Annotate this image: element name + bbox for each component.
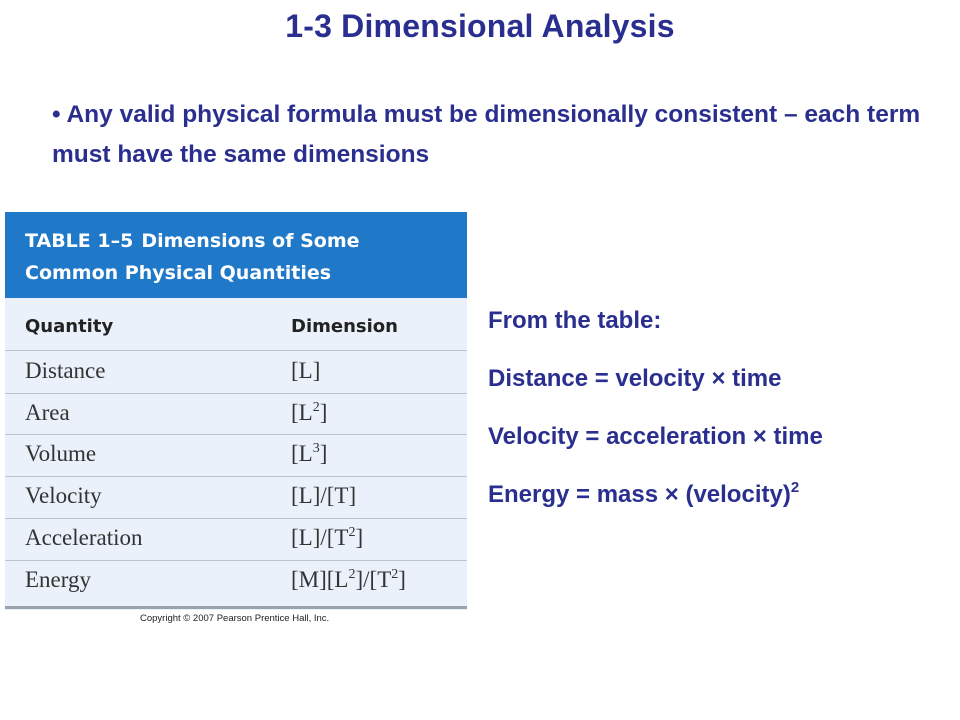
quantity-cell: Velocity: [25, 483, 102, 508]
table-row: [5, 477, 467, 518]
table-row: [5, 394, 467, 435]
formula-velocity: Velocity = acceleration × time: [488, 423, 823, 450]
table-bottom-rule: [5, 606, 467, 609]
table-header: [5, 212, 467, 298]
column-header-quantity: Quantity: [25, 316, 114, 337]
bullet-text: • Any valid physical formula must be dimensionally consistent – each term must have the same dimensions: [52, 101, 921, 168]
header-divider: [5, 350, 467, 351]
quantity-cell: Acceleration: [25, 525, 143, 550]
notes-block: [488, 306, 823, 538]
quantity-cell: Volume: [25, 441, 97, 466]
formula-energy: Energy = mass × (velocity)$^2$: [488, 479, 800, 508]
table-row: [5, 561, 467, 602]
table-caption-line2: Common Physical Quantities: [25, 262, 332, 284]
dimension-cell: [L]: [291, 358, 321, 383]
slide-title: 1-3 Dimensional Analysis: [285, 8, 675, 44]
quantity-cell: Distance: [25, 358, 106, 383]
column-header-dimension: Dimension: [291, 316, 398, 337]
dimensions-table: [5, 212, 467, 610]
table-row: [5, 435, 467, 476]
quantity-cell: Area: [25, 400, 70, 425]
dimension-cell: $[L^2]$: [291, 400, 328, 425]
notes-heading: From the table:: [488, 307, 662, 334]
table-row: [5, 519, 467, 560]
copyright-notice: Copyright © 2007 Pearson Prentice Hall, Inc.: [140, 613, 330, 624]
dimension-cell: $[L]/[T^2]$: [291, 525, 364, 550]
formula-distance: Distance = velocity × time: [488, 365, 782, 392]
dimension-cell: $[L^3]$: [291, 441, 328, 466]
dimension-cell: $[M][L^2]/[T^2]$: [291, 567, 406, 592]
table-caption-line1: [25, 230, 360, 252]
dimension-cell: [L]/[T]: [291, 483, 357, 508]
quantity-cell: Energy: [25, 567, 92, 592]
table-label: TABLE 1–5: [25, 230, 134, 252]
table-row: [5, 352, 467, 393]
table-caption-text1: Dimensions of Some: [141, 230, 360, 252]
